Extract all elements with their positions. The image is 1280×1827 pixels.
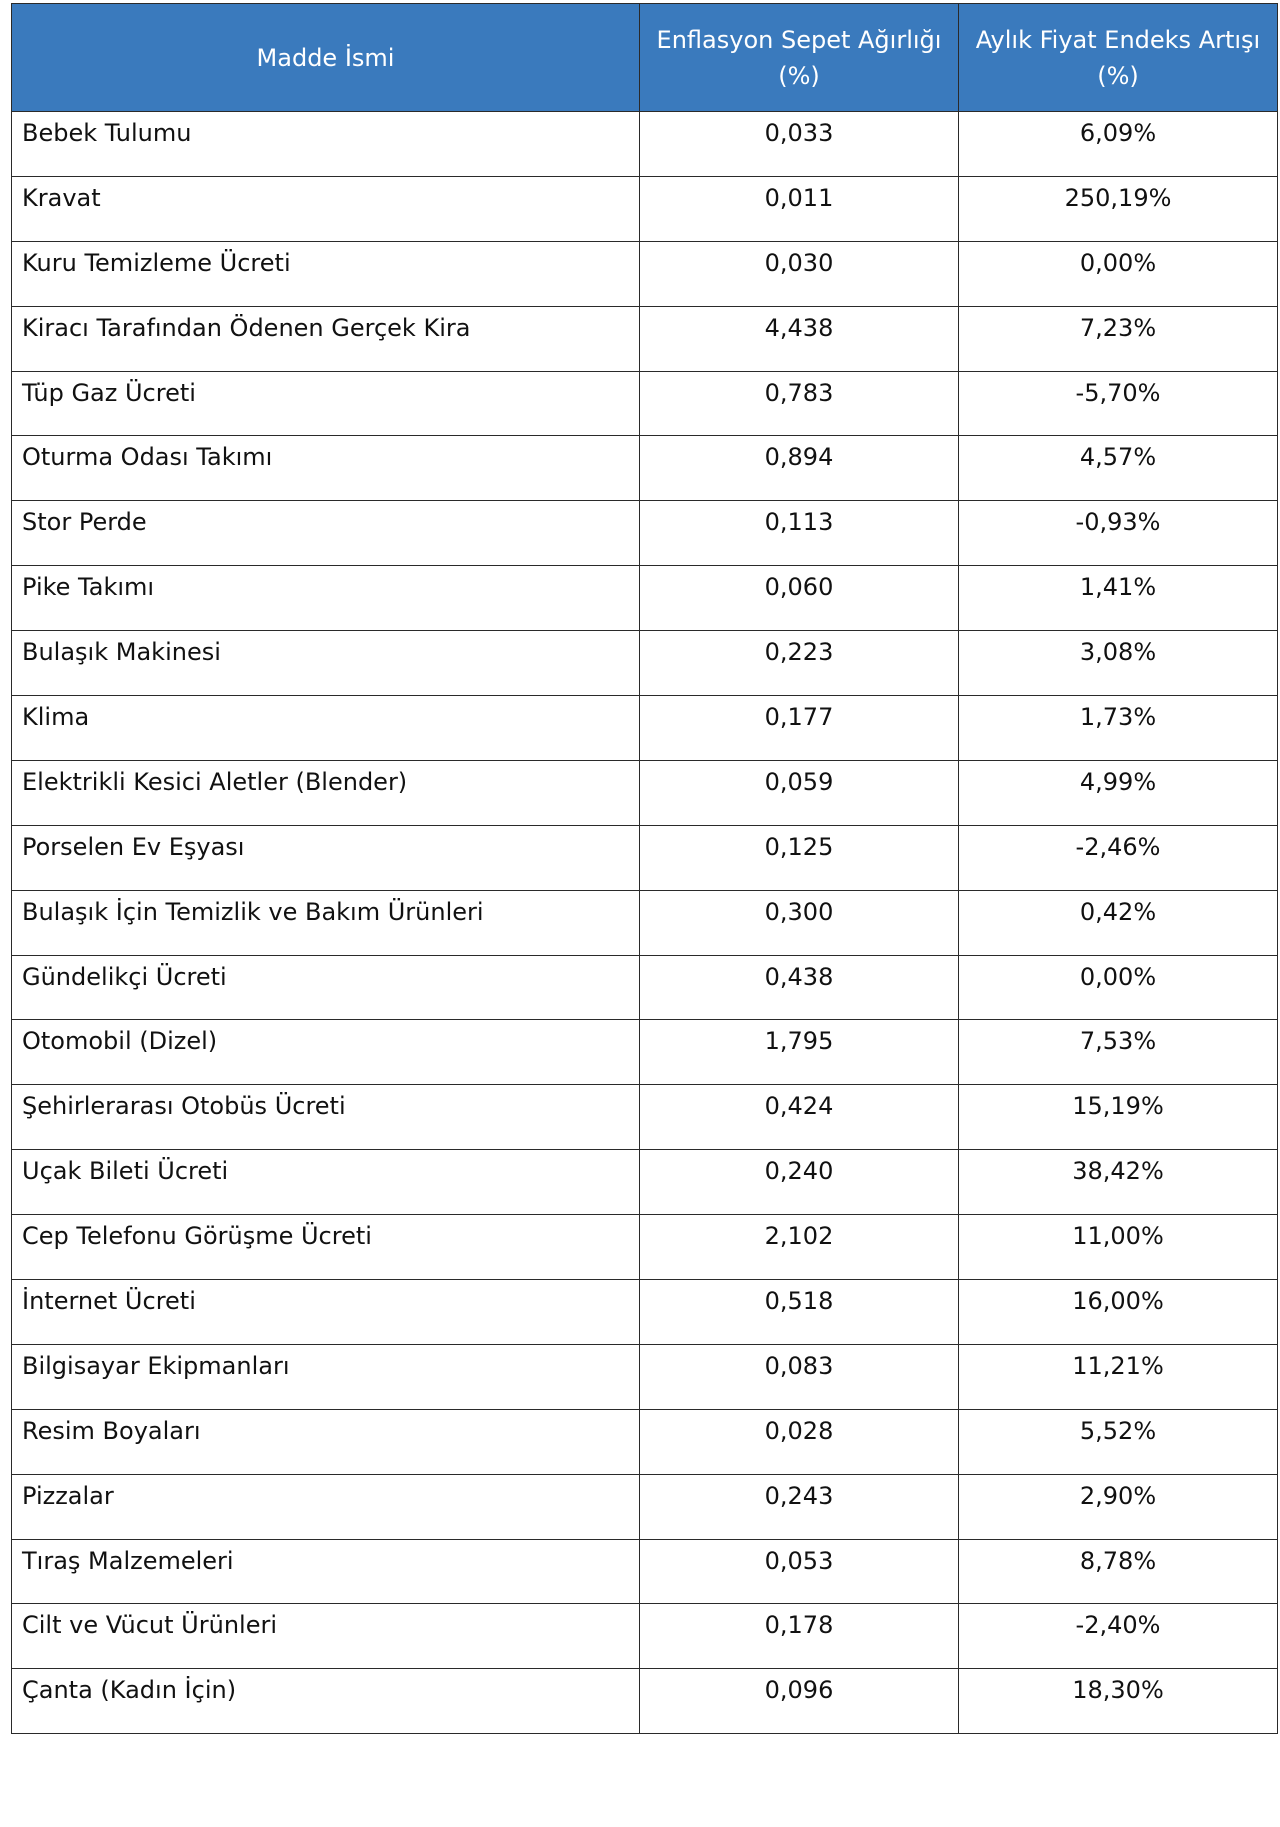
table-row [12,1474,1278,1539]
basket-weight-cell: 0,125 [640,825,959,890]
basket-weight-cell: 0,011 [640,176,959,241]
table-row [12,890,1278,955]
price-change-cell: 11,00% [959,1215,1278,1280]
basket-weight-cell: 0,518 [640,1280,959,1345]
table-row [12,955,1278,1020]
item-name-cell: Pike Takımı [12,566,640,631]
table-row [12,1539,1278,1604]
price-change-cell: 6,09% [959,112,1278,177]
table-row [12,696,1278,761]
price-change-cell: -5,70% [959,371,1278,436]
item-name-cell: Cilt ve Vücut Ürünleri [12,1604,640,1669]
basket-weight-cell: 0,424 [640,1085,959,1150]
table-row [12,241,1278,306]
table-row [12,306,1278,371]
price-change-cell: 1,73% [959,696,1278,761]
price-change-cell: 0,42% [959,890,1278,955]
item-name-cell: Tıraş Malzemeleri [12,1539,640,1604]
item-name-cell: Şehirlerarası Otobüs Ücreti [12,1085,640,1150]
header-basket-weight-unit: (%) [778,61,820,90]
price-change-cell: 0,00% [959,955,1278,1020]
header-item-name-label: Madde İsmi [256,43,395,72]
basket-weight-cell: 0,177 [640,696,959,761]
price-change-cell: 2,90% [959,1474,1278,1539]
item-name-cell: Klima [12,696,640,761]
table-row [12,1085,1278,1150]
table-row [12,1280,1278,1345]
price-change-cell: 4,57% [959,436,1278,501]
table-row [12,1604,1278,1669]
item-name-cell: Bebek Tulumu [12,112,640,177]
basket-weight-cell: 0,033 [640,112,959,177]
basket-weight-cell: 0,030 [640,241,959,306]
item-name-cell: Cep Telefonu Görüşme Ücreti [12,1215,640,1280]
table-row [12,1669,1278,1734]
basket-weight-cell: 0,783 [640,371,959,436]
item-name-cell: Kravat [12,176,640,241]
price-change-cell: 3,08% [959,631,1278,696]
basket-weight-cell: 0,096 [640,1669,959,1734]
item-name-cell: Otomobil (Dizel) [12,1020,640,1085]
price-change-cell: 4,99% [959,760,1278,825]
table-row [12,566,1278,631]
item-name-cell: İnternet Ücreti [12,1280,640,1345]
header-monthly-price-change-unit: (%) [1097,61,1139,90]
table-row [12,1344,1278,1409]
price-change-cell: 16,00% [959,1280,1278,1345]
item-name-cell: Pizzalar [12,1474,640,1539]
basket-weight-cell: 0,060 [640,566,959,631]
item-name-cell: Tüp Gaz Ücreti [12,371,640,436]
item-name-cell: Elektrikli Kesici Aletler (Blender) [12,760,640,825]
basket-weight-cell: 0,178 [640,1604,959,1669]
item-name-cell: Oturma Odası Takımı [12,436,640,501]
basket-weight-cell: 0,028 [640,1409,959,1474]
item-name-cell: Çanta (Kadın İçin) [12,1669,640,1734]
price-change-cell: 38,42% [959,1150,1278,1215]
item-name-cell: Gündelikçi Ücreti [12,955,640,1020]
basket-weight-cell: 0,083 [640,1344,959,1409]
basket-weight-cell: 0,223 [640,631,959,696]
header-monthly-price-change-label: Aylık Fiyat Endeks Artışı [975,25,1261,54]
basket-weight-cell: 1,795 [640,1020,959,1085]
price-change-cell: 0,00% [959,241,1278,306]
table-row [12,760,1278,825]
table-row [12,112,1278,177]
inflation-table [11,3,1278,1734]
table-row [12,1020,1278,1085]
price-change-cell: 1,41% [959,566,1278,631]
price-change-cell: 18,30% [959,1669,1278,1734]
item-name-cell: Uçak Bileti Ücreti [12,1150,640,1215]
basket-weight-cell: 0,438 [640,955,959,1020]
header-monthly-price-change [959,4,1278,112]
table-row [12,825,1278,890]
table-row [12,436,1278,501]
price-change-cell: -0,93% [959,501,1278,566]
table-row [12,176,1278,241]
price-change-cell: 5,52% [959,1409,1278,1474]
header-basket-weight [640,4,959,112]
basket-weight-cell: 0,240 [640,1150,959,1215]
basket-weight-cell: 0,300 [640,890,959,955]
item-name-cell: Stor Perde [12,501,640,566]
table-row [12,371,1278,436]
item-name-cell: Kiracı Tarafından Ödenen Gerçek Kira [12,306,640,371]
item-name-cell: Bulaşık İçin Temizlik ve Bakım Ürünleri [12,890,640,955]
table-row [12,631,1278,696]
basket-weight-cell: 0,243 [640,1474,959,1539]
item-name-cell: Bulaşık Makinesi [12,631,640,696]
table-row [12,1150,1278,1215]
basket-weight-cell: 0,059 [640,760,959,825]
item-name-cell: Kuru Temizleme Ücreti [12,241,640,306]
price-change-cell: 15,19% [959,1085,1278,1150]
table-row [12,1215,1278,1280]
basket-weight-cell: 0,113 [640,501,959,566]
header-item-name [12,4,640,112]
basket-weight-cell: 2,102 [640,1215,959,1280]
price-change-cell: 7,53% [959,1020,1278,1085]
item-name-cell: Porselen Ev Eşyası [12,825,640,890]
price-change-cell: 250,19% [959,176,1278,241]
table-header [12,4,1278,112]
basket-weight-cell: 0,894 [640,436,959,501]
table-body [12,112,1278,1734]
item-name-cell: Resim Boyaları [12,1409,640,1474]
price-change-cell: 11,21% [959,1344,1278,1409]
price-change-cell: 7,23% [959,306,1278,371]
basket-weight-cell: 4,438 [640,306,959,371]
table-row [12,501,1278,566]
basket-weight-cell: 0,053 [640,1539,959,1604]
item-name-cell: Bilgisayar Ekipmanları [12,1344,640,1409]
header-row [12,4,1278,112]
price-change-cell: -2,40% [959,1604,1278,1669]
table-row [12,1409,1278,1474]
price-change-cell: 8,78% [959,1539,1278,1604]
header-basket-weight-label: Enflasyon Sepet Ağırlığı [656,25,942,54]
price-change-cell: -2,46% [959,825,1278,890]
